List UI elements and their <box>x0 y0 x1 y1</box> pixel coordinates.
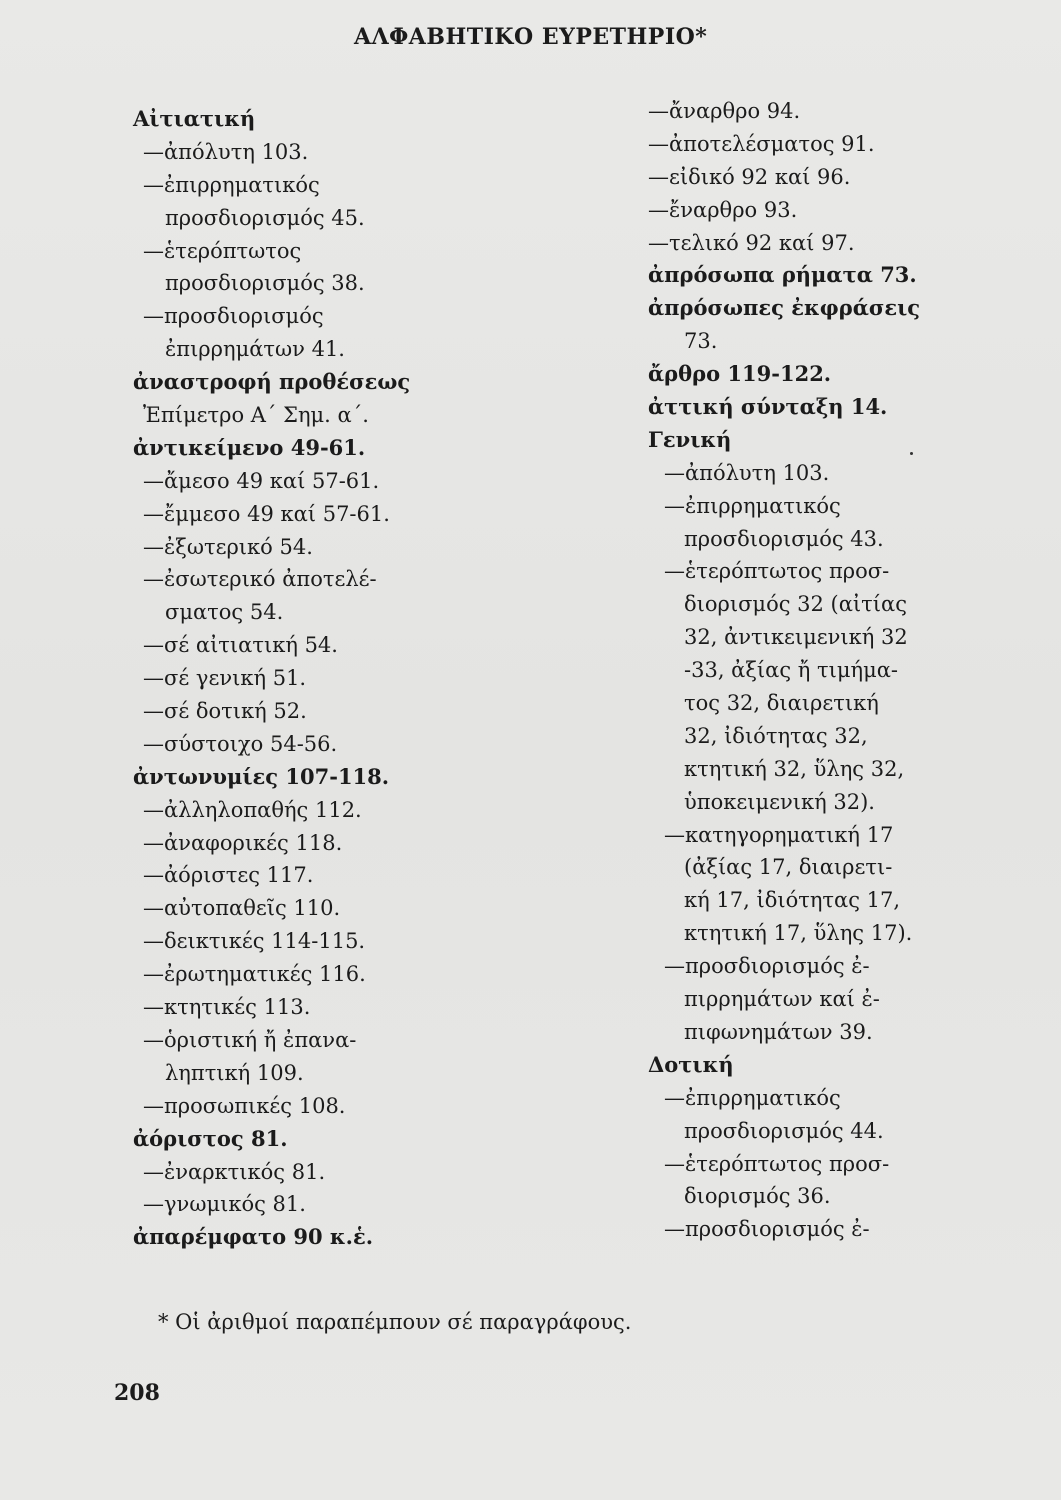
index-entry: —ἐπιρρηματικός <box>143 172 320 197</box>
index-entry: —σέ γενική 51. <box>143 666 307 691</box>
index-entry: —δεικτικές 114-115. <box>143 929 366 954</box>
index-entry: —ἀπόλυτη 103. <box>664 460 830 485</box>
index-entry: διορισμός 36. <box>684 1184 831 1209</box>
index-entry: —εἰδικό 92 καί 96. <box>648 164 851 189</box>
index-entry: (ἀξίας 17, διαιρετι- <box>684 855 893 880</box>
index-entry: κτητική 32, ὕλης 32, <box>684 756 905 781</box>
index-entry: 32, ἰδιότητας 32, <box>684 723 868 748</box>
index-entry: —ἐπιρρηματικός <box>664 493 841 518</box>
index-entry: πιφωνημάτων 39. <box>684 1019 873 1044</box>
index-entry: —σύστοιχο 54-56. <box>143 731 338 756</box>
index-entry: ληπτική 109. <box>165 1060 304 1085</box>
index-entry: —ἀναφορικές 118. <box>143 830 343 855</box>
index-entry: —σέ δοτική 52. <box>143 699 307 724</box>
index-heading: ἀναστροφή προθέσεως <box>133 369 411 395</box>
index-entry: —ἄμεσο 49 καί 57-61. <box>143 468 380 493</box>
index-entry: —ἀποτελέσματος 91. <box>648 131 875 156</box>
index-entry: —ἀπόλυτη 103. <box>143 139 309 164</box>
index-entry: 73. <box>684 329 718 354</box>
index-entry: πιρρημάτων καί ἐ- <box>684 987 880 1012</box>
index-entry: σματος 54. <box>165 600 284 625</box>
index-entry: —ἀλληλοπαθής 112. <box>143 797 362 822</box>
index-entry: —ἀόριστες 117. <box>143 863 314 888</box>
index-heading: ἀπρόσωπες ἐκφράσεις <box>648 295 921 321</box>
index-heading: ἀντικείμενο 49-61. <box>133 434 366 460</box>
index-entry: τος 32, διαιρετική <box>684 691 879 716</box>
index-entry: —ἐναρκτικός 81. <box>143 1159 326 1184</box>
index-heading: ἀττική σύνταξη 14. <box>648 394 888 420</box>
index-heading: ἀόριστος 81. <box>133 1125 288 1151</box>
index-entry: ὑποκειμενική 32). <box>684 789 875 814</box>
index-entry: 32, ἀντικειμενική 32 <box>684 625 908 650</box>
index-heading: ἄρθρο 119-122. <box>648 361 832 387</box>
index-heading: ἀντωνυμίες 107-118. <box>133 763 390 789</box>
index-entry: —ἐρωτηματικές 116. <box>143 962 366 987</box>
footnote: * Οἱ ἀριθμοί παραπέμπουν σέ παραγράφους. <box>158 1310 632 1334</box>
index-entry: —ἐπιρρηματικός <box>664 1085 841 1110</box>
index-entry: προσδιορισμός 38. <box>165 271 365 296</box>
index-entry: —ἐσωτερικό ἀποτελέ- <box>143 567 377 592</box>
index-entry: —προσδιορισμός ἐ- <box>664 1217 870 1242</box>
index-entry: —τελικό 92 καί 97. <box>648 230 855 255</box>
index-entry: —ἄναρθρο 94. <box>648 99 801 123</box>
index-heading: Αἰτιατική <box>133 106 256 131</box>
index-entry: —σέ αἰτιατική 54. <box>143 633 338 658</box>
index-entry: —ἔναρθρο 93. <box>648 197 798 222</box>
index-column-left <box>133 103 410 1254</box>
index-entry: —γνωμικός 81. <box>143 1192 306 1217</box>
index-entry: —ἑτερόπτωτος <box>143 238 302 263</box>
index-entry: —ὁριστική ἤ ἐπανα- <box>143 1027 357 1052</box>
index-entry: προσδιορισμός 43. <box>684 526 884 551</box>
ink-speck <box>910 452 913 455</box>
index-entry: —προσωπικές 108. <box>143 1093 346 1118</box>
index-entry: —κτητικές 113. <box>143 995 311 1020</box>
index-heading: Δοτική <box>648 1051 734 1077</box>
index-heading: ἀπαρέμφατο 90 κ.ἑ. <box>133 1224 374 1250</box>
index-entry: —προσδιορισμός <box>143 304 324 329</box>
page-number: 208 <box>114 1380 160 1406</box>
index-entry: ἐπιρρημάτων 41. <box>165 337 345 362</box>
index-heading: ἀπρόσωπα ρήματα 73. <box>648 262 917 288</box>
index-entry: —ἑτερόπτωτος προσ- <box>664 559 890 584</box>
index-heading: Γενική <box>648 426 732 452</box>
index-entry: —ἔμμεσο 49 καί 57-61. <box>143 501 390 526</box>
index-entry: —ἑτερόπτωτος προσ- <box>664 1151 890 1176</box>
index-column-right <box>648 95 920 1246</box>
index-entry: —αὐτοπαθεῖς 110. <box>143 896 341 921</box>
index-entry: προσδιορισμός 44. <box>684 1118 884 1143</box>
index-entry: Ἐπίμετρο Α΄ Σημ. α΄. <box>143 403 369 428</box>
index-entry: κτητική 17, ὕλης 17). <box>684 921 913 946</box>
index-entry: διορισμός 32 (αἰτίας <box>684 592 907 617</box>
index-entry: -33, ἀξίας ἤ τιμήμα- <box>684 658 899 683</box>
index-title: ΑΛΦΑΒΗΤΙΚΟ ΕΥΡΕΤΗΡΙΟ* <box>354 24 708 50</box>
index-entry: —κατηγορηματική 17 <box>664 822 894 847</box>
index-entry: προσδιορισμός 45. <box>165 205 365 230</box>
index-entry: —ἐξωτερικό 54. <box>143 534 313 559</box>
index-entry: —προσδιορισμός ἐ- <box>664 954 870 979</box>
index-entry: κή 17, ἰδιότητας 17, <box>684 888 901 913</box>
